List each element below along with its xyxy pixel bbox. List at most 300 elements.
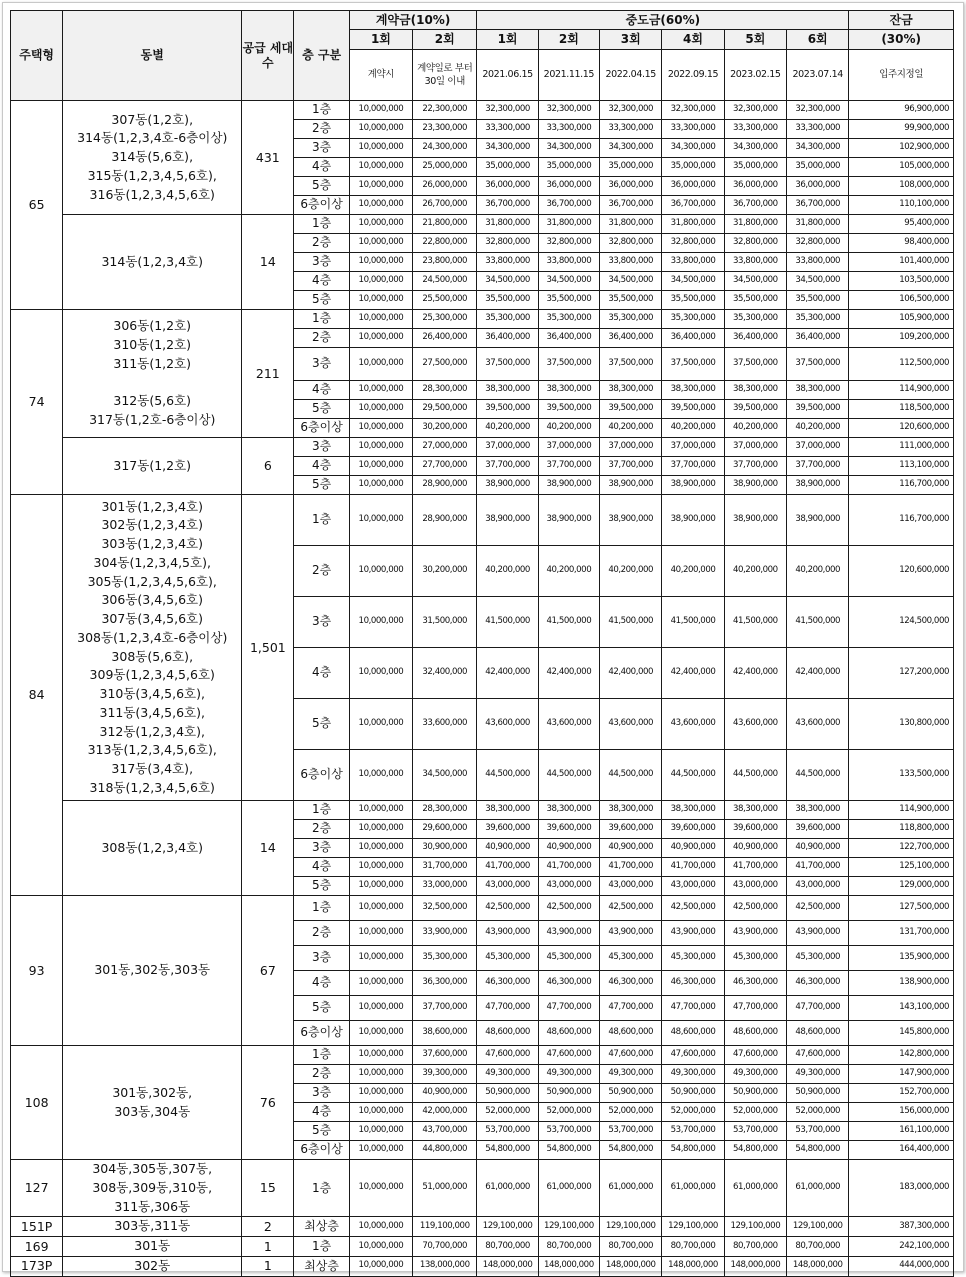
interim-round1-cell: 37,500,000: [477, 348, 538, 381]
deposit-round2-cell: 36,300,000: [413, 971, 477, 996]
interim-round3-cell: 49,300,000: [600, 1065, 662, 1084]
deposit-round2-cell: 30,200,000: [413, 419, 477, 438]
table-row: [11, 310, 954, 329]
building-line: 308동(5,6호),: [111, 648, 194, 664]
floor-cell: 4층: [294, 272, 349, 291]
supply-units-cell: 211: [242, 310, 294, 438]
interim-round4-cell: 44,500,000: [662, 750, 724, 801]
interim-round5-cell: 39,600,000: [724, 820, 786, 839]
interim-round3-cell: 43,000,000: [600, 877, 662, 896]
interim-round6-cell: 53,700,000: [787, 1122, 849, 1141]
interim-round2-cell: 44,500,000: [538, 750, 599, 801]
interim-round6-cell: 148,000,000: [787, 1256, 849, 1276]
building-list-cell: [63, 101, 242, 215]
floor-cell: 5층: [294, 699, 349, 750]
interim-round6-cell: 32,300,000: [787, 101, 849, 120]
building-line: 311동(3,4,5,6호),: [99, 704, 205, 720]
floor-cell: 2층: [294, 546, 349, 597]
deposit-round1-cell: 10,000,000: [349, 546, 412, 597]
interim-round6-cell: 61,000,000: [787, 1160, 849, 1217]
floor-cell: 5층: [294, 1122, 349, 1141]
floor-cell: 4층: [294, 1103, 349, 1122]
interim-round4-cell: 34,500,000: [662, 272, 724, 291]
balance-cell: 161,100,000: [849, 1122, 954, 1141]
floor-cell: 5층: [294, 877, 349, 896]
floor-cell: 2층: [294, 329, 349, 348]
interim-round3-cell: 37,000,000: [600, 438, 662, 457]
deposit-round1-cell: 10,000,000: [349, 820, 412, 839]
interim-round1-cell: 39,600,000: [477, 820, 538, 839]
interim-round2-cell: 80,700,000: [538, 1237, 599, 1257]
interim-round1-cell: 35,300,000: [477, 310, 538, 329]
building-list-cell: [63, 215, 242, 310]
interim-round1-cell: 45,300,000: [477, 946, 538, 971]
interim-round4-cell: 36,000,000: [662, 177, 724, 196]
building-line: 311동(1,2호): [113, 355, 192, 371]
interim-round4-cell: 41,500,000: [662, 597, 724, 648]
header-date: 2022.09.15: [662, 50, 724, 101]
deposit-round2-cell: 37,600,000: [413, 1046, 477, 1065]
interim-round6-cell: 33,800,000: [787, 253, 849, 272]
interim-round6-cell: 43,000,000: [787, 877, 849, 896]
interim-round6-cell: 52,000,000: [787, 1103, 849, 1122]
header-round: 4회: [662, 30, 724, 50]
deposit-round1-cell: 10,000,000: [349, 177, 412, 196]
interim-round5-cell: 36,700,000: [724, 196, 786, 215]
interim-round3-cell: 53,700,000: [600, 1122, 662, 1141]
header-date: 계약시: [349, 50, 412, 101]
floor-cell: 3층: [294, 438, 349, 457]
interim-round2-cell: 54,800,000: [538, 1141, 599, 1160]
building-list-cell: [63, 1256, 242, 1276]
interim-round6-cell: 44,500,000: [787, 750, 849, 801]
deposit-round1-cell: 10,000,000: [349, 801, 412, 820]
interim-round3-cell: 54,800,000: [600, 1141, 662, 1160]
balance-cell: 108,000,000: [849, 177, 954, 196]
interim-round5-cell: 38,300,000: [724, 801, 786, 820]
floor-cell: 1층: [294, 495, 349, 546]
interim-round6-cell: 38,900,000: [787, 495, 849, 546]
deposit-round1-cell: 10,000,000: [349, 946, 412, 971]
interim-round4-cell: 43,900,000: [662, 921, 724, 946]
building-line: 305동(1,2,3,4,5,6호),: [87, 573, 217, 589]
interim-round4-cell: 31,800,000: [662, 215, 724, 234]
floor-cell: 5층: [294, 291, 349, 310]
interim-round2-cell: 34,500,000: [538, 272, 599, 291]
building-line: 301동,302동,303동: [94, 962, 211, 978]
header-round: 2회: [413, 30, 477, 50]
deposit-round1-cell: 10,000,000: [349, 101, 412, 120]
table-row: [11, 896, 954, 921]
deposit-round1-cell: 10,000,000: [349, 495, 412, 546]
interim-round5-cell: 38,300,000: [724, 381, 786, 400]
building-list-cell: [63, 1237, 242, 1257]
interim-round5-cell: 38,900,000: [724, 495, 786, 546]
deposit-round2-cell: 34,500,000: [413, 750, 477, 801]
deposit-round1-cell: 10,000,000: [349, 1084, 412, 1103]
deposit-round1-cell: 10,000,000: [349, 1122, 412, 1141]
header-round: 2회: [538, 30, 599, 50]
floor-cell: 6층이상: [294, 750, 349, 801]
building-line: 307동(1,2호),: [111, 111, 194, 127]
deposit-round1-cell: 10,000,000: [349, 971, 412, 996]
deposit-round2-cell: 32,500,000: [413, 896, 477, 921]
interim-round6-cell: 129,100,000: [787, 1217, 849, 1237]
balance-cell: 95,400,000: [849, 215, 954, 234]
interim-round5-cell: 49,300,000: [724, 1065, 786, 1084]
interim-round4-cell: 38,300,000: [662, 801, 724, 820]
interim-round4-cell: 46,300,000: [662, 971, 724, 996]
interim-round3-cell: 32,800,000: [600, 234, 662, 253]
interim-round1-cell: 43,000,000: [477, 877, 538, 896]
interim-round6-cell: 48,600,000: [787, 1021, 849, 1046]
supply-units-cell: 15: [242, 1160, 294, 1217]
interim-round1-cell: 42,400,000: [477, 648, 538, 699]
interim-round5-cell: 148,000,000: [724, 1256, 786, 1276]
interim-round6-cell: 42,400,000: [787, 648, 849, 699]
interim-round2-cell: 61,000,000: [538, 1160, 599, 1217]
header-deposit: 계약금(10%): [349, 11, 477, 30]
balance-cell: 98,400,000: [849, 234, 954, 253]
supply-units-cell: 431: [242, 101, 294, 215]
interim-round6-cell: 32,800,000: [787, 234, 849, 253]
interim-round4-cell: 32,300,000: [662, 101, 724, 120]
interim-round2-cell: 42,400,000: [538, 648, 599, 699]
interim-round2-cell: 52,000,000: [538, 1103, 599, 1122]
deposit-round2-cell: 27,000,000: [413, 438, 477, 457]
interim-round3-cell: 36,700,000: [600, 196, 662, 215]
floor-cell: 최상층: [294, 1217, 349, 1237]
interim-round1-cell: 80,700,000: [477, 1237, 538, 1257]
interim-round2-cell: 46,300,000: [538, 971, 599, 996]
deposit-round2-cell: 42,000,000: [413, 1103, 477, 1122]
interim-round3-cell: 32,300,000: [600, 101, 662, 120]
deposit-round1-cell: 10,000,000: [349, 1046, 412, 1065]
interim-round3-cell: 37,500,000: [600, 348, 662, 381]
deposit-round1-cell: 10,000,000: [349, 699, 412, 750]
interim-round4-cell: 148,000,000: [662, 1256, 724, 1276]
building-line: 316동(1,2,3,4,5,6호): [89, 186, 215, 202]
balance-cell: 105,000,000: [849, 158, 954, 177]
balance-cell: 99,900,000: [849, 120, 954, 139]
interim-round1-cell: 61,000,000: [477, 1160, 538, 1217]
header-round: 3회: [600, 30, 662, 50]
interim-round3-cell: 43,900,000: [600, 921, 662, 946]
interim-round6-cell: 80,700,000: [787, 1237, 849, 1257]
balance-cell: 116,700,000: [849, 476, 954, 495]
deposit-round2-cell: 28,900,000: [413, 476, 477, 495]
deposit-round2-cell: 43,700,000: [413, 1122, 477, 1141]
floor-cell: 4층: [294, 381, 349, 400]
interim-round2-cell: 38,300,000: [538, 381, 599, 400]
balance-cell: 125,100,000: [849, 858, 954, 877]
header-house-type: 주택형: [11, 11, 63, 101]
building-list-cell: [63, 1160, 242, 1217]
interim-round4-cell: 80,700,000: [662, 1237, 724, 1257]
interim-round4-cell: 61,000,000: [662, 1160, 724, 1217]
interim-round3-cell: 35,500,000: [600, 291, 662, 310]
floor-cell: 2층: [294, 921, 349, 946]
interim-round3-cell: 47,700,000: [600, 996, 662, 1021]
interim-round2-cell: 38,900,000: [538, 495, 599, 546]
interim-round3-cell: 39,500,000: [600, 400, 662, 419]
deposit-round2-cell: 24,300,000: [413, 139, 477, 158]
interim-round5-cell: 52,000,000: [724, 1103, 786, 1122]
header-interim: 중도금(60%): [477, 11, 849, 30]
interim-round2-cell: 43,900,000: [538, 921, 599, 946]
deposit-round1-cell: 10,000,000: [349, 419, 412, 438]
interim-round2-cell: 35,000,000: [538, 158, 599, 177]
house-type-cell: 151P: [11, 1217, 63, 1237]
balance-cell: 112,500,000: [849, 348, 954, 381]
interim-round2-cell: 36,400,000: [538, 329, 599, 348]
building-line: 308동,309동,310동,: [92, 1179, 213, 1195]
floor-cell: 4층: [294, 457, 349, 476]
interim-round2-cell: 31,800,000: [538, 215, 599, 234]
interim-round4-cell: 42,500,000: [662, 896, 724, 921]
interim-round2-cell: 50,900,000: [538, 1084, 599, 1103]
building-list-cell: [63, 438, 242, 495]
deposit-round2-cell: 31,500,000: [413, 597, 477, 648]
balance-cell: 152,700,000: [849, 1084, 954, 1103]
interim-round6-cell: 37,700,000: [787, 457, 849, 476]
interim-round2-cell: 40,200,000: [538, 546, 599, 597]
table-row: [11, 438, 954, 457]
building-list-cell: [63, 801, 242, 896]
balance-cell: 127,500,000: [849, 896, 954, 921]
interim-round1-cell: 50,900,000: [477, 1084, 538, 1103]
interim-round5-cell: 45,300,000: [724, 946, 786, 971]
interim-round5-cell: 42,500,000: [724, 896, 786, 921]
interim-round5-cell: 37,500,000: [724, 348, 786, 381]
interim-round2-cell: 39,600,000: [538, 820, 599, 839]
interim-round3-cell: 46,300,000: [600, 971, 662, 996]
floor-cell: 1층: [294, 1237, 349, 1257]
balance-cell: 138,900,000: [849, 971, 954, 996]
header-supply: 공급 세대수: [242, 11, 294, 101]
building-list-cell: [63, 1046, 242, 1160]
interim-round6-cell: 49,300,000: [787, 1065, 849, 1084]
deposit-round1-cell: 10,000,000: [349, 120, 412, 139]
deposit-round1-cell: 10,000,000: [349, 400, 412, 419]
supply-units-cell: 14: [242, 215, 294, 310]
interim-round1-cell: 44,500,000: [477, 750, 538, 801]
interim-round6-cell: 38,300,000: [787, 381, 849, 400]
interim-round2-cell: 40,200,000: [538, 419, 599, 438]
interim-round4-cell: 53,700,000: [662, 1122, 724, 1141]
interim-round5-cell: 48,600,000: [724, 1021, 786, 1046]
interim-round5-cell: 43,000,000: [724, 877, 786, 896]
balance-cell: 183,000,000: [849, 1160, 954, 1217]
interim-round4-cell: 36,400,000: [662, 329, 724, 348]
building-line: 303동(1,2,3,4호): [101, 536, 203, 551]
interim-round4-cell: 36,700,000: [662, 196, 724, 215]
deposit-round2-cell: 138,000,000: [413, 1256, 477, 1276]
interim-round3-cell: 50,900,000: [600, 1084, 662, 1103]
interim-round6-cell: 34,500,000: [787, 272, 849, 291]
floor-cell: 5층: [294, 400, 349, 419]
interim-round6-cell: 35,300,000: [787, 310, 849, 329]
building-line: 309동(1,2,3,4,5,6호): [89, 667, 215, 683]
balance-cell: 133,500,000: [849, 750, 954, 801]
balance-cell: 127,200,000: [849, 648, 954, 699]
table-row: [11, 801, 954, 820]
floor-cell: 1층: [294, 101, 349, 120]
header-floor: 층 구분: [294, 11, 349, 101]
deposit-round2-cell: 21,800,000: [413, 215, 477, 234]
interim-round5-cell: 43,900,000: [724, 921, 786, 946]
deposit-round1-cell: 10,000,000: [349, 1160, 412, 1217]
interim-round2-cell: 36,700,000: [538, 196, 599, 215]
table-row: [11, 215, 954, 234]
interim-round4-cell: 43,000,000: [662, 877, 724, 896]
deposit-round2-cell: 26,700,000: [413, 196, 477, 215]
building-line: 303동,304동: [114, 1103, 191, 1119]
interim-round1-cell: 37,700,000: [477, 457, 538, 476]
deposit-round1-cell: 10,000,000: [349, 348, 412, 381]
interim-round5-cell: 33,300,000: [724, 120, 786, 139]
building-line: 306동(3,4,5,6호): [101, 592, 203, 608]
building-line: 304동,305동,307동,: [92, 1161, 213, 1176]
floor-cell: 3층: [294, 946, 349, 971]
interim-round1-cell: 47,700,000: [477, 996, 538, 1021]
supply-units-cell: 1: [242, 1256, 294, 1276]
building-line: 314동(5,6호),: [111, 149, 194, 165]
supply-units-cell: 1: [242, 1237, 294, 1257]
interim-round2-cell: 33,800,000: [538, 253, 599, 272]
interim-round4-cell: 33,300,000: [662, 120, 724, 139]
interim-round5-cell: 34,300,000: [724, 139, 786, 158]
building-line: 312동(1,2,3,4호),: [99, 723, 205, 739]
building-list-cell: [63, 495, 242, 801]
balance-cell: 116,700,000: [849, 495, 954, 546]
supply-units-cell: 6: [242, 438, 294, 495]
header-date: 입주지정일: [849, 50, 954, 101]
building-line: 301동,302동,: [112, 1084, 193, 1100]
deposit-round2-cell: 32,400,000: [413, 648, 477, 699]
table-row: [11, 495, 954, 546]
interim-round6-cell: 41,700,000: [787, 858, 849, 877]
floor-cell: 3층: [294, 1084, 349, 1103]
interim-round4-cell: 41,700,000: [662, 858, 724, 877]
interim-round3-cell: 39,600,000: [600, 820, 662, 839]
balance-cell: 387,300,000: [849, 1217, 954, 1237]
interim-round6-cell: 35,000,000: [787, 158, 849, 177]
interim-round2-cell: 37,000,000: [538, 438, 599, 457]
interim-round6-cell: 40,200,000: [787, 419, 849, 438]
header-date: 계약일로 부터 30일 이내: [413, 50, 477, 101]
floor-cell: 1층: [294, 896, 349, 921]
interim-round2-cell: 38,300,000: [538, 801, 599, 820]
interim-round5-cell: 36,400,000: [724, 329, 786, 348]
interim-round6-cell: 39,600,000: [787, 820, 849, 839]
table-row: [11, 1046, 954, 1065]
interim-round2-cell: 45,300,000: [538, 946, 599, 971]
interim-round5-cell: 35,000,000: [724, 158, 786, 177]
balance-cell: 135,900,000: [849, 946, 954, 971]
interim-round4-cell: 38,900,000: [662, 495, 724, 546]
floor-cell: 4층: [294, 158, 349, 177]
deposit-round2-cell: 30,900,000: [413, 839, 477, 858]
balance-cell: 106,500,000: [849, 291, 954, 310]
building-line: 314동(1,2,3,4호): [101, 253, 203, 269]
header-round: 1회: [477, 30, 538, 50]
floor-cell: 5층: [294, 996, 349, 1021]
deposit-round2-cell: 26,400,000: [413, 329, 477, 348]
deposit-round2-cell: 25,000,000: [413, 158, 477, 177]
deposit-round1-cell: 10,000,000: [349, 1237, 412, 1257]
interim-round5-cell: 46,300,000: [724, 971, 786, 996]
interim-round3-cell: 33,300,000: [600, 120, 662, 139]
interim-round1-cell: 52,000,000: [477, 1103, 538, 1122]
interim-round4-cell: 37,700,000: [662, 457, 724, 476]
interim-round1-cell: 41,500,000: [477, 597, 538, 648]
deposit-round2-cell: 30,200,000: [413, 546, 477, 597]
floor-cell: 1층: [294, 801, 349, 820]
interim-round6-cell: 34,300,000: [787, 139, 849, 158]
interim-round2-cell: 48,600,000: [538, 1021, 599, 1046]
floor-cell: 4층: [294, 858, 349, 877]
deposit-round2-cell: 28,300,000: [413, 381, 477, 400]
header-balance: 잔금: [849, 11, 954, 30]
interim-round2-cell: 39,500,000: [538, 400, 599, 419]
supply-units-cell: 2: [242, 1217, 294, 1237]
deposit-round1-cell: 10,000,000: [349, 272, 412, 291]
interim-round2-cell: 35,300,000: [538, 310, 599, 329]
floor-cell: 2층: [294, 1065, 349, 1084]
interim-round6-cell: 54,800,000: [787, 1141, 849, 1160]
interim-round3-cell: 41,700,000: [600, 858, 662, 877]
deposit-round1-cell: 10,000,000: [349, 215, 412, 234]
interim-round1-cell: 36,400,000: [477, 329, 538, 348]
deposit-round1-cell: 10,000,000: [349, 253, 412, 272]
balance-cell: 113,100,000: [849, 457, 954, 476]
deposit-round2-cell: 31,700,000: [413, 858, 477, 877]
interim-round6-cell: 39,500,000: [787, 400, 849, 419]
header-round: 1회: [349, 30, 412, 50]
deposit-round1-cell: 10,000,000: [349, 291, 412, 310]
deposit-round1-cell: 10,000,000: [349, 858, 412, 877]
interim-round5-cell: 41,500,000: [724, 597, 786, 648]
interim-round4-cell: 47,700,000: [662, 996, 724, 1021]
building-line: 315동(1,2,3,4,5,6호),: [87, 167, 217, 183]
deposit-round2-cell: 40,900,000: [413, 1084, 477, 1103]
interim-round3-cell: 40,900,000: [600, 839, 662, 858]
deposit-round1-cell: 10,000,000: [349, 438, 412, 457]
interim-round6-cell: 47,600,000: [787, 1046, 849, 1065]
deposit-round2-cell: 29,600,000: [413, 820, 477, 839]
interim-round3-cell: 45,300,000: [600, 946, 662, 971]
interim-round5-cell: 35,300,000: [724, 310, 786, 329]
floor-cell: 1층: [294, 1046, 349, 1065]
interim-round4-cell: 37,500,000: [662, 348, 724, 381]
interim-round5-cell: 37,000,000: [724, 438, 786, 457]
deposit-round1-cell: 10,000,000: [349, 921, 412, 946]
interim-round5-cell: 44,500,000: [724, 750, 786, 801]
house-type-cell: 108: [11, 1046, 63, 1160]
interim-round1-cell: 148,000,000: [477, 1256, 538, 1276]
interim-round4-cell: 39,600,000: [662, 820, 724, 839]
interim-round2-cell: 41,500,000: [538, 597, 599, 648]
header-round: 5회: [724, 30, 786, 50]
house-type-cell: 65: [11, 101, 63, 310]
supply-units-cell: 67: [242, 896, 294, 1046]
house-type-cell: 169: [11, 1237, 63, 1257]
interim-round6-cell: 35,500,000: [787, 291, 849, 310]
deposit-round1-cell: 10,000,000: [349, 457, 412, 476]
interim-round3-cell: 38,300,000: [600, 381, 662, 400]
interim-round3-cell: 40,200,000: [600, 419, 662, 438]
